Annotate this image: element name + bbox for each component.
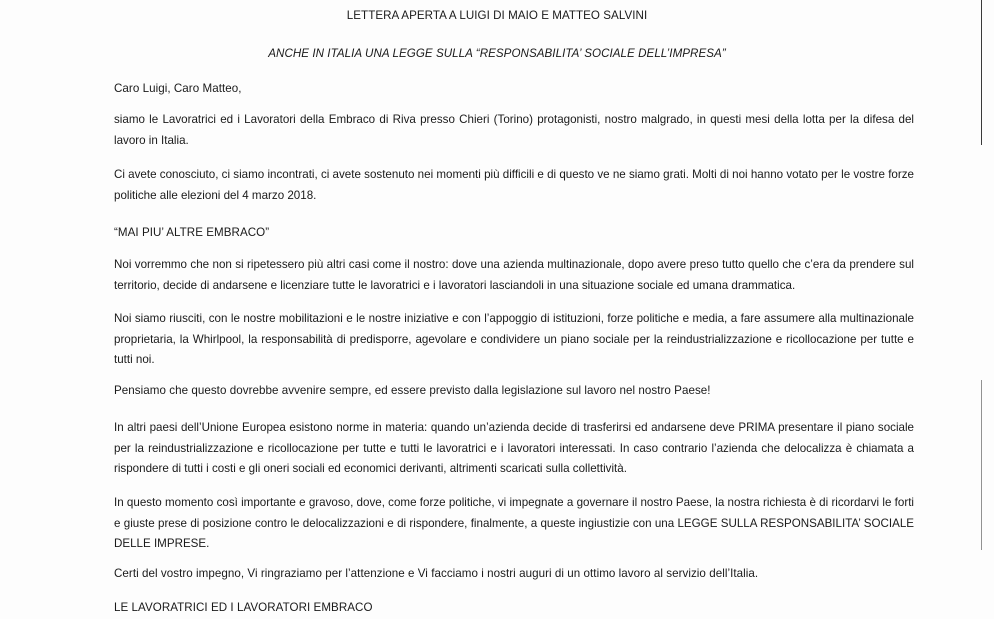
letter-title: LETTERA APERTA A LUIGI DI MAIO E MATTEO SALVINI	[346, 9, 648, 22]
letter-salutation: Caro Luigi, Caro Matteo,	[114, 82, 242, 95]
paragraph-6: In altri paesi dell’Unione Europea esistono norme in materia: quando un’azienda decide di trasferirsi ed andarsene deve PRIMA presentare il piano sociale per la reindustrializzazione e ricollocazione per tutte e tutti le lavoratrici e i lavoratori interessati. In caso contrario l’azienda che delocalizza è chiamata a rispondere di tutti i costi e gli oneri sociali ed economici derivanti, altrimenti scaricati sulla collettività.	[114, 421, 914, 475]
letter-signature: LE LAVORATRICI ED I LAVORATORI EMBRACO	[114, 601, 373, 614]
paragraph-8: Certi del vostro impegno, Vi ringraziamo per l’attenzione e Vi facciamo i nostri auguri di un ottimo lavoro al servizio dell’Italia.	[114, 567, 759, 580]
paragraph-3: Noi vorremmo che non si ripetessero più altri casi come il nostro: dove una azienda multinazionale, dopo avere preso tutto quello che c’era da prendere sul territorio, decide di andarsene e licenziare tutte le lavoratrici e i lavoratori lasciandoli in una situazione sociale ed umana drammatica.	[114, 258, 914, 292]
paragraph-2: Ci avete conosciuto, ci siamo incontrati, ci avete sostenuto nei momenti più difficili e di questo ve ne siamo grati. Molti di noi hanno votato per le vostre forze politiche alle elezioni del 4 marzo 2018.	[114, 168, 914, 202]
paragraph-4: Noi siamo riusciti, con le nostre mobilitazioni e le nostre iniziative e con l’appoggio di istituzioni, forze politiche e media, a fare assumere alla multinazionale proprietaria, la Whirlpool, la responsabilità di predisporre, agevolare e condividere un piano sociale per la reindustrializzazione e ricollocazione per tutte e tutti noi.	[114, 312, 914, 366]
paragraph-slogan: “MAI PIU’ ALTRE EMBRACO”	[114, 226, 270, 239]
paragraph-1: siamo le Lavoratrici ed i Lavoratori della Embraco di Riva presso Chieri (Torino) protagonisti, nostro malgrado, in questi mesi della lotta per la difesa del lavoro in Italia.	[114, 113, 914, 147]
paragraph-7: In questo momento così importante e gravoso, dove, come forze politiche, vi impegnate a governare il nostro Paese, la nostra richiesta è di ricordarvi le forti e giuste prese di posizione contro le delocalizzazioni e di rispondere, finalmente, a queste ingiustizie con una LEGGE SULLA RESPONSABILITA’ SOCIALE DELLE IMPRESE.	[114, 496, 914, 550]
scan-edge-line	[981, 0, 982, 145]
letter-subtitle: ANCHE IN ITALIA UNA LEGGE SULLA “RESPONSABILITA’ SOCIALE DELL’IMPRESA”	[268, 47, 726, 60]
scan-edge-line	[981, 380, 982, 550]
paragraph-5: Pensiamo che questo dovrebbe avvenire sempre, ed essere previsto dalla legislazione sul lavoro nel nostro Paese!	[114, 384, 711, 397]
